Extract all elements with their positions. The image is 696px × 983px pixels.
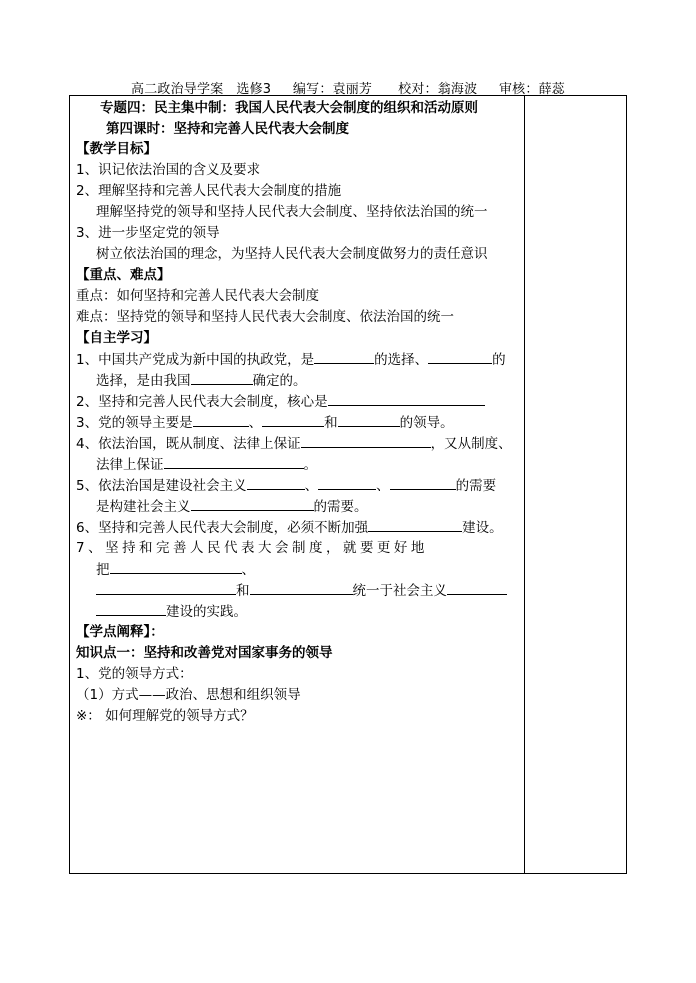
question-text: 的需要。	[313, 499, 368, 515]
key-point: 重点：如何坚持和完善人民代表大会制度	[76, 288, 319, 304]
objective-item: 理解坚持党的领导和坚持人民代表大会制度、坚持依法治国的统一	[96, 204, 488, 220]
question-text: 法律上保证	[96, 457, 164, 473]
blank-field[interactable]	[164, 453, 304, 469]
blank-field[interactable]	[110, 558, 242, 574]
question-text: 的需要	[455, 478, 497, 494]
question-text: 、	[304, 478, 319, 494]
question-text: 的选择、	[374, 352, 429, 368]
explain-question: ※： 如何理解党的领导方式？	[76, 708, 254, 724]
question-7: 7 、 坚 持 和 完 善 人 民 代 表 大 会 制 度 ， 就 要 更 好 地	[76, 540, 425, 556]
question-2	[76, 390, 520, 413]
question-text: 建设的实践。	[166, 604, 247, 620]
question-6	[76, 516, 520, 539]
explain-heading: 【学点阐释】：	[76, 624, 164, 640]
blank-field[interactable]	[428, 348, 492, 364]
question-text: 的领导。	[399, 415, 454, 431]
question-text: 、	[248, 415, 263, 431]
question-text: 、	[376, 478, 390, 494]
explain-item: 1、党的领导方式：	[76, 666, 193, 682]
blank-field[interactable]	[328, 390, 485, 406]
question-4	[76, 432, 520, 455]
question-text: 2、坚持和完善人民代表大会制度，核心是	[76, 394, 328, 410]
question-5-cont	[96, 495, 520, 518]
blank-field[interactable]	[250, 579, 353, 595]
question-7-cont	[96, 579, 520, 602]
question-text: 确定的。	[252, 373, 307, 389]
question-text: 6、坚持和完善人民代表大会制度，必须不断加强	[76, 520, 369, 536]
question-text: 3、党的领导主要是	[76, 415, 193, 431]
blank-field[interactable]	[368, 516, 462, 532]
knowledge-point-1: 知识点一：坚持和改善党对国家事务的领导	[76, 645, 333, 661]
question-text: 1、中国共产党成为新中国的执政党，是	[76, 352, 315, 368]
question-text: 把	[96, 562, 110, 578]
question-text: 选择，是由我国	[96, 373, 191, 389]
blank-field[interactable]	[338, 411, 400, 427]
difficult-point: 难点：坚持党的领导和坚持人民代表大会制度、依法治国的统一	[76, 309, 454, 325]
question-text: 4、依法治国，既从制度、法律上保证	[76, 436, 301, 452]
question-5	[76, 474, 520, 497]
document-header: 高二政治导学案 选修3 编写：袁丽芳 校对：翁海波 审核：薛蕊	[131, 82, 565, 97]
objective-item: 树立依法治国的理念，为坚持人民代表大会制度做努力的责任意识	[96, 246, 488, 262]
objective-item: 3、进一步坚定党的领导	[76, 225, 220, 241]
worksheet-table	[69, 95, 627, 874]
lesson-subtitle: 第四课时：坚持和完善人民代表大会制度	[106, 121, 349, 137]
blank-field[interactable]	[301, 432, 431, 448]
question-4-cont	[96, 453, 520, 476]
blank-field[interactable]	[314, 348, 374, 364]
question-text: 统一于社会主义	[352, 583, 447, 599]
objectives-heading: 【教学目标】	[76, 141, 157, 157]
blank-field[interactable]	[191, 369, 253, 385]
question-text: 的	[492, 352, 506, 368]
blank-field[interactable]	[390, 474, 456, 490]
question-text: 、	[241, 562, 255, 578]
question-7-cont	[96, 600, 520, 623]
question-1-cont	[96, 369, 520, 392]
question-3	[76, 411, 520, 434]
notes-column	[525, 96, 626, 873]
question-text: 是构建社会主义	[96, 499, 191, 515]
topic-title: 专题四：民主集中制：我国人民代表大会制度的组织和活动原则	[100, 100, 478, 116]
blank-field[interactable]	[191, 495, 314, 511]
blank-field[interactable]	[96, 579, 236, 595]
blank-field[interactable]	[447, 579, 507, 595]
keypoints-heading: 【重点、难点】	[76, 267, 171, 283]
question-text: 和	[236, 583, 250, 599]
blank-field[interactable]	[193, 411, 249, 427]
question-text: 5、依法治国是建设社会主义	[76, 478, 247, 494]
question-7-cont	[96, 558, 520, 581]
objective-item: 1、识记依法治国的含义及要求	[76, 162, 261, 178]
explain-item: （1）方式——政治、思想和组织领导	[76, 687, 301, 703]
question-1	[76, 348, 520, 371]
question-text: 。	[303, 457, 317, 473]
objective-item: 2、理解坚持和完善人民代表大会制度的措施	[76, 183, 342, 199]
blank-field[interactable]	[262, 411, 324, 427]
question-text: 和	[324, 415, 338, 431]
main-column	[70, 96, 525, 873]
blank-field[interactable]	[96, 600, 166, 616]
question-text: 建设。	[462, 520, 503, 536]
question-text: ，又从制度、	[430, 436, 512, 452]
blank-field[interactable]	[247, 474, 305, 490]
selfstudy-heading: 【自主学习】	[76, 330, 157, 346]
blank-field[interactable]	[318, 474, 376, 490]
